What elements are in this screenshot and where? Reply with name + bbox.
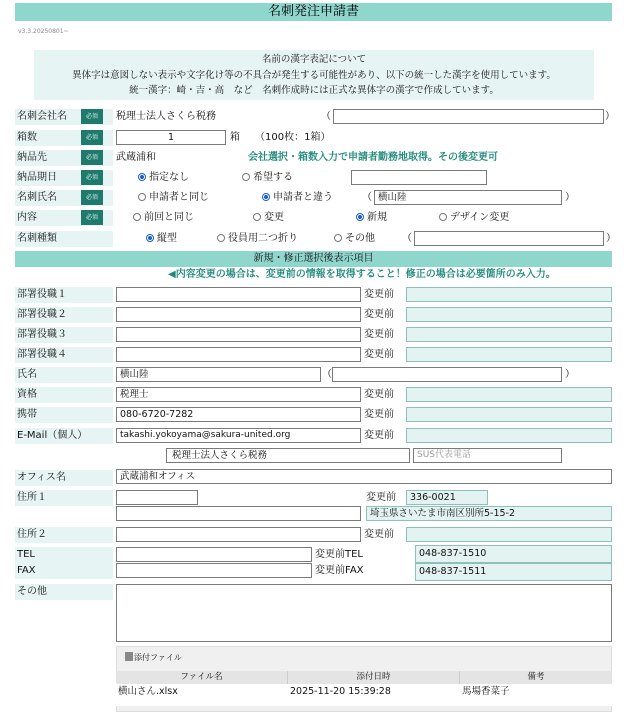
before-label: 変更前 (364, 309, 394, 320)
tel-before-label: 変更前TEL (315, 549, 363, 560)
dept4-label: 部署役職４ (15, 347, 113, 363)
other-label: その他 (15, 584, 113, 600)
before-label: 変更前 (364, 349, 394, 360)
qualification-label: 資格 (15, 387, 113, 403)
delivery-date-option-request[interactable] (242, 171, 293, 185)
card-name-option-different[interactable] (262, 191, 333, 205)
boxes-unit: 箱 (230, 132, 240, 143)
notice-line1: 異体字は意図しない表示や文字化け等の不具合が発生する可能性があり、以下の統一した漢字を使用しています。 (72, 69, 556, 81)
option-label: 指定なし (149, 172, 189, 183)
required-badge: 必須 (81, 109, 103, 124)
boxes-input[interactable]: 1 (116, 130, 226, 145)
paren-close: ） (605, 111, 615, 122)
card-name-label: 名刺氏名 (15, 190, 113, 206)
required-badge: 必須 (81, 130, 103, 145)
rep-company-field: 税理士法人さくら税務 (166, 448, 410, 463)
radio-icon (356, 213, 364, 221)
radio-icon (138, 193, 146, 201)
radio-icon (133, 213, 141, 221)
card-type-label: 名刺種類 (15, 231, 113, 247)
dept2-before (406, 307, 612, 322)
fax-input[interactable] (116, 563, 312, 578)
radio-icon (138, 173, 146, 181)
before-label: 変更前 (364, 389, 394, 400)
required-badge: 必須 (81, 170, 103, 185)
radio-icon (439, 213, 447, 221)
rep-phone-field[interactable]: SUS代表電話 (413, 448, 562, 463)
fax-label: FAX (15, 563, 113, 579)
company-alt-input[interactable] (333, 109, 604, 124)
boxes-note: （100枚：1箱） (255, 132, 331, 143)
boxes-label: 箱数 (15, 130, 113, 146)
paren-open: （ (322, 369, 332, 380)
fax-before: 048-837-1511 (415, 563, 612, 581)
content-option-new[interactable] (356, 211, 387, 225)
before-label: 変更前 (364, 409, 394, 420)
address1-before-line: 埼玉県さいたま市南区別所5-15-2 (366, 506, 612, 521)
delivery-date-option-none[interactable] (138, 171, 189, 185)
option-label: 役員用二つ折り (228, 233, 298, 244)
card-type-option-executive[interactable] (217, 232, 298, 246)
radio-icon (334, 234, 342, 242)
office-label: オフィス名 (15, 470, 113, 486)
radio-icon (146, 234, 154, 242)
tel-before: 048-837-1510 (415, 545, 612, 563)
name-input[interactable]: 横山陸 (116, 367, 321, 382)
section-hint: ◀内容変更の場合は、変更前の情報を取得すること！修正の場合は必要箇所のみ入力。 (168, 269, 556, 280)
paren-open: （ (321, 111, 331, 122)
address1-before-zip: 336-0021 (406, 490, 488, 505)
paren-open: （ (362, 192, 372, 203)
email-input[interactable]: takashi.yokoyama@sakura-united.org (116, 428, 361, 443)
mobile-input[interactable]: 080-6720-7282 (116, 407, 361, 422)
dept4-before (406, 347, 612, 362)
option-label: 申請者と同じ (149, 192, 209, 203)
option-label: その他 (345, 233, 375, 244)
dept2-label: 部署役職２ (15, 307, 113, 323)
attachment-note: 馬場香菜子 (462, 686, 510, 697)
column-header-file: ファイル名 (116, 671, 288, 684)
dept1-input[interactable] (116, 287, 361, 302)
delivery-label: 納品先 (15, 150, 113, 166)
attachment-file[interactable]: 横山さん.xlsx (118, 686, 178, 697)
delivery-date-label: 納品期日 (15, 170, 113, 186)
qualification-input[interactable]: 税理士 (116, 387, 361, 402)
office-input[interactable]: 武蔵浦和オフィス (116, 469, 612, 484)
page-title: 名刺発注申請書 (15, 3, 612, 21)
address1-label: 住所１ (15, 490, 113, 506)
company-label: 名刺会社名 (15, 109, 113, 125)
kanji-notice (34, 50, 594, 100)
other-textarea[interactable] (116, 584, 612, 642)
address2-before (406, 527, 612, 542)
card-name-option-same[interactable] (138, 191, 209, 205)
before-label: 変更前 (364, 329, 394, 340)
dept3-label: 部署役職３ (15, 327, 113, 343)
radio-icon (262, 193, 270, 201)
before-label: 変更前 (364, 529, 394, 540)
name-label: 氏名 (15, 367, 113, 383)
address2-input[interactable] (116, 527, 361, 542)
option-label: 申請者と違う (273, 192, 333, 203)
attach-button-label: 添付ファイル (134, 653, 182, 662)
option-label: 変更 (264, 212, 284, 223)
dept1-label: 部署役職１ (15, 287, 113, 303)
mobile-label: 携帯 (15, 407, 113, 423)
paren-close: ） (565, 369, 575, 380)
dept4-input[interactable] (116, 347, 361, 362)
before-label: 変更前 (364, 430, 394, 441)
delivery-date-input[interactable] (351, 170, 487, 185)
required-badge: 必須 (81, 190, 103, 205)
dept2-input[interactable] (116, 307, 361, 322)
mobile-before (406, 407, 612, 422)
content-label: 内容 (15, 210, 113, 226)
section-header: 新規・修正選択後表示項目 (15, 251, 612, 267)
delivery-hint: 会社選択・箱数入力で申請者勤務地取得。その後変更可 (248, 152, 498, 163)
content-option-design[interactable] (439, 211, 509, 225)
option-label: 前回と同じ (144, 212, 194, 223)
company-value[interactable]: 税理士法人さくら税務 (116, 111, 216, 122)
radio-icon (242, 173, 250, 181)
content-option-previous[interactable] (133, 211, 194, 225)
dept1-before (406, 287, 612, 302)
option-label: 希望する (253, 172, 293, 183)
fax-before-label: 変更前FAX (315, 565, 364, 576)
address1-zip-input[interactable] (116, 490, 198, 505)
radio-icon (217, 234, 225, 242)
column-header-date: 添付日時 (288, 671, 460, 684)
card-type-other-input[interactable] (414, 231, 604, 246)
dept3-before (406, 327, 612, 342)
radio-icon (253, 213, 261, 221)
before-label: 変更前 (366, 492, 396, 503)
delivery-value[interactable]: 武蔵浦和 (116, 152, 156, 163)
paren-close: ） (565, 192, 575, 203)
attach-icon (125, 652, 133, 661)
tel-label: TEL (15, 547, 113, 563)
version-label: v3.3.20250801~ (18, 28, 69, 35)
notice-heading: 名前の漢字表記について (261, 54, 367, 65)
qualification-before (406, 387, 612, 402)
attachment-date: 2025-11-20 15:39:28 (290, 686, 391, 697)
card-type-option-vertical[interactable] (146, 232, 177, 246)
address1-line-input[interactable] (116, 506, 361, 521)
attach-file-button[interactable] (125, 652, 182, 664)
required-badge: 必須 (81, 210, 103, 225)
name-alt-input[interactable] (332, 367, 562, 382)
content-option-change[interactable] (253, 211, 284, 225)
paren-open: （ (402, 233, 412, 244)
dept3-input[interactable] (116, 327, 361, 342)
card-type-option-other[interactable] (334, 232, 375, 246)
option-label: 縦型 (157, 233, 177, 244)
before-label: 変更前 (364, 289, 394, 300)
email-before (406, 428, 612, 443)
option-label: 新規 (367, 212, 387, 223)
email-label: E-Mail（個人） (15, 428, 113, 444)
tel-input[interactable] (116, 547, 312, 562)
notice-line2: 統一漢字：崎・吉・高 など 名刺作成時には正式な異体字の漢字で作成しています。 (129, 85, 499, 96)
required-badge: 必須 (81, 150, 103, 165)
address2-label: 住所２ (15, 527, 113, 543)
paren-close: ） (606, 233, 616, 244)
card-name-input[interactable]: 横山陸 (374, 190, 562, 205)
option-label: デザイン変更 (450, 212, 510, 223)
column-header-note: 備考 (460, 671, 612, 684)
